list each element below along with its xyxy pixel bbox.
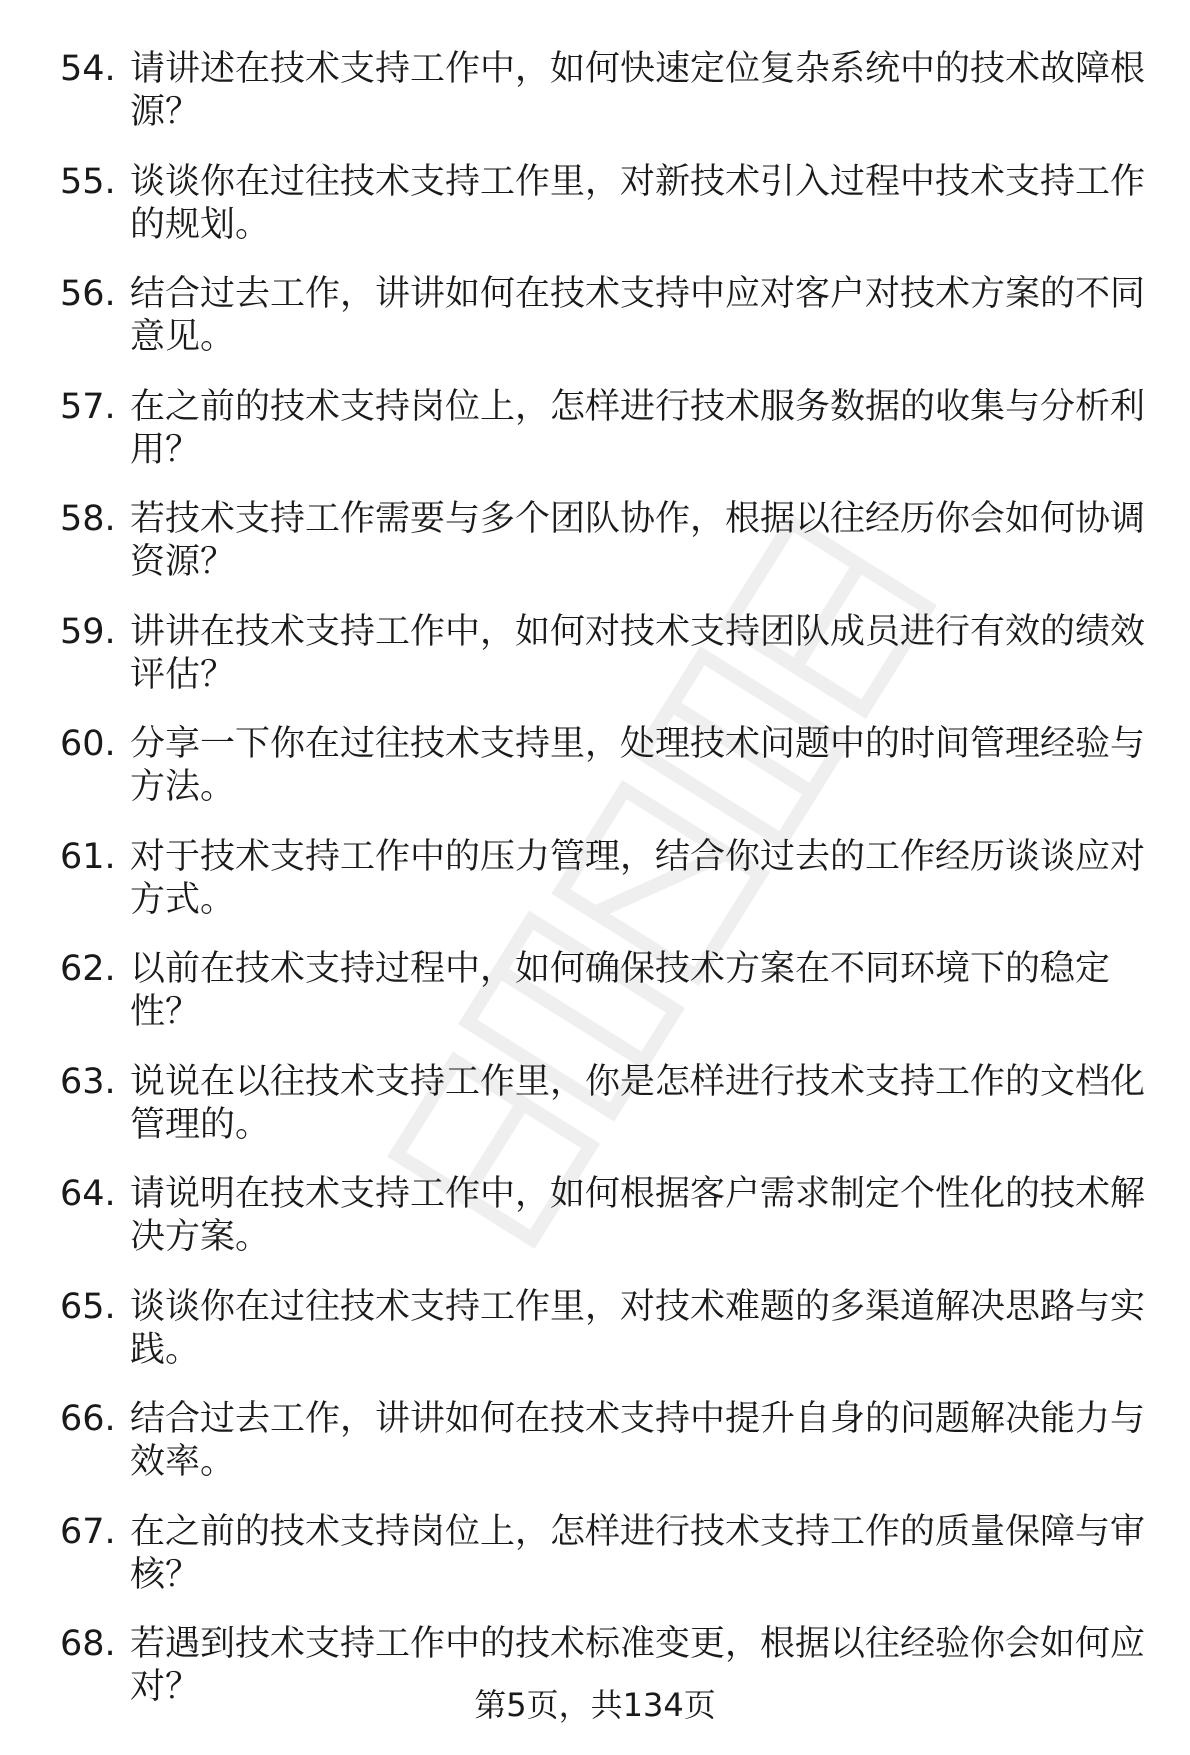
question-text: 在之前的技术支持岗位上，怎样进行技术服务数据的收集与分析利用？ [130,386,1146,470]
question-item [60,1286,1150,1372]
question-text: 在之前的技术支持岗位上，怎样进行技术支持工作的质量保障与审核？ [130,1511,1146,1595]
question-number: 60. [60,724,116,764]
question-item [60,161,1150,247]
question-number: 62. [60,949,116,989]
question-item [60,723,1150,809]
page-number-label: 第5页，共134页 [474,1686,716,1724]
question-text: 以前在技术支持过程中，如何确保技术方案在不同环境下的稳定性？ [130,949,1111,1032]
question-text: 结合过去工作，讲讲如何在技术支持中提升自身的问题解决能力与效率。 [130,1399,1146,1482]
question-text: 分享一下你在过往技术支持里，处理技术问题中的时间管理经验与方法。 [130,724,1146,807]
question-number: 67. [60,1511,116,1552]
question-number: 65. [60,1286,116,1327]
question-number: 68. [60,1624,116,1664]
question-number: 54. [60,49,116,89]
question-number: 58. [60,499,116,539]
question-text: 请讲述在技术支持工作中，如何快速定位复杂系统中的技术故障根源？ [130,49,1146,132]
question-number: 57. [60,386,116,427]
question-item [60,1173,1150,1259]
question-item [60,48,1150,134]
question-list [60,48,1150,1736]
question-item [60,611,1150,697]
question-item [60,948,1150,1034]
question-text: 若遇到技术支持工作中的技术标准变更，根据以往经验你会如何应对？ [130,1624,1146,1707]
page-footer [0,1685,1190,1725]
question-text: 对于技术支持工作中的压力管理，结合你过去的工作经历谈谈应对方式。 [130,836,1146,920]
question-item [60,498,1150,584]
question-text: 说说在以往技术支持工作里，你是怎样进行技术支持工作的文档化管理的。 [130,1061,1146,1145]
question-text: 讲讲在技术支持工作中，如何对技术支持团队成员进行有效的绩效评估？ [130,611,1146,695]
question-item [60,1398,1150,1484]
question-number: 59. [60,611,116,652]
question-item [60,836,1150,922]
question-item [60,273,1150,359]
question-item [60,1511,1150,1597]
question-number: 55. [60,161,116,202]
question-number: 64. [60,1174,116,1214]
question-number: 63. [60,1061,116,1102]
question-item [60,386,1150,472]
question-number: 56. [60,274,116,314]
question-text: 请说明在技术支持工作中，如何根据客户需求制定个性化的技术解决方案。 [130,1174,1146,1257]
question-item [60,1061,1150,1147]
question-text: 结合过去工作，讲讲如何在技术支持中应对客户对技术方案的不同意见。 [130,274,1146,357]
question-text: 谈谈你在过往技术支持工作里，对新技术引入过程中技术支持工作的规划。 [130,161,1146,245]
question-number: 66. [60,1399,116,1439]
question-number: 61. [60,836,116,877]
question-text: 若技术支持工作需要与多个团队协作，根据以往经历你会如何协调资源？ [130,499,1146,582]
question-text: 谈谈你在过往技术支持工作里，对技术难题的多渠道解决思路与实践。 [130,1286,1146,1370]
